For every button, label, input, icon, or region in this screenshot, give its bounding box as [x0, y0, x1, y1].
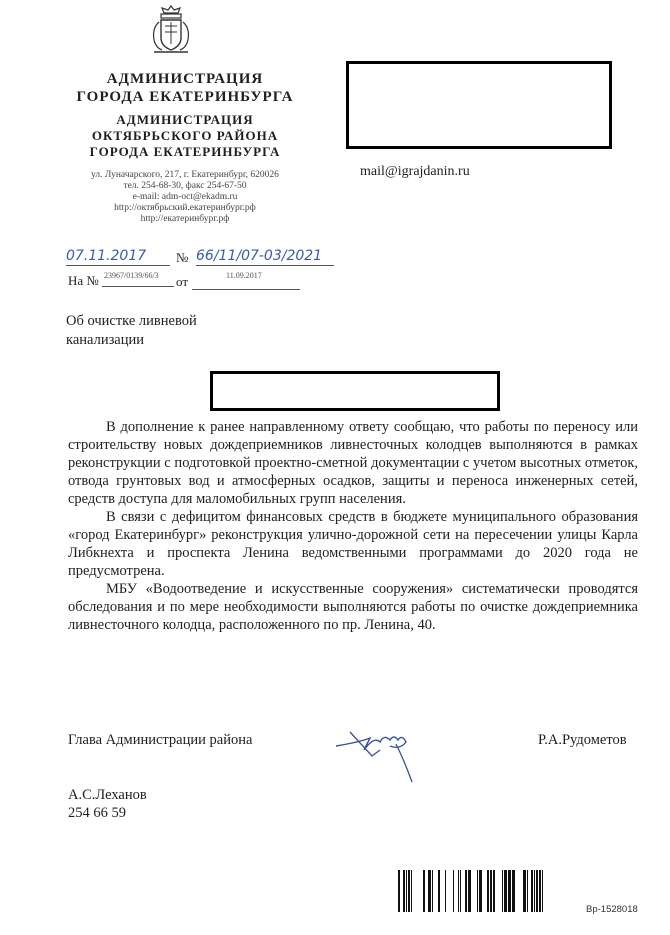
reply-to-number: 23967/0139/66/3 — [104, 271, 159, 280]
signer-name: Р.А.Рудометов — [538, 732, 627, 748]
contact-email: e-mail: adm-oct@ekadm.ru — [132, 192, 238, 202]
body-paragraph: МБУ «Водоотведение и искусственные сооружения» систематически проводятся обследования и по мере необходимости выполняются работы по очистке дождеприемника ливнесточного колодца, расположенного по пр. Ленина, 40. — [68, 581, 638, 633]
body-paragraph: В связи с дефицитом финансовых средств в бюджете муниципального образования «город Екатеринбург» реконструкция улично-дорожной сети на пересечении улицы Карла Либкнехта и проспекта Ленина ведомственными программами до 2020 года не предусмотрена. — [68, 509, 638, 579]
dept-title-line: ГОРОДА ЕКАТЕРИНБУРГА — [89, 144, 281, 159]
document-code: Вр-1528018 — [586, 904, 638, 915]
org-title-line: ГОРОДА ЕКАТЕРИНБУРГА — [76, 89, 294, 105]
body-paragraph: В дополнение к ранее направленному ответу сообщаю, что работы по переносу или строительству новых дождеприемников ливнесточных колодцев выполняются в рамках реконструкции с подготовкой проектно-сметной документации с учетом высотных отметок, отвода грунтовых вод и атмосферных осадков, защиты и переноса инженерных сетей, средств доступа для маломобильных групп населения. — [68, 419, 638, 507]
contact-phone: тел. 254-68-30, факс 254-67-50 — [123, 181, 247, 191]
org-title — [60, 70, 310, 106]
barcode-icon — [398, 870, 544, 912]
dept-title-line: АДМИНИСТРАЦИЯ — [116, 112, 254, 127]
from-label: от — [176, 274, 189, 289]
signer-position: Глава Администрации района — [68, 732, 253, 748]
dept-title-line: ОКТЯБРЬСКОГО РАЙОНА — [91, 128, 279, 143]
executor-phone: 254 66 59 — [68, 805, 126, 821]
redacted-recipient-box — [346, 61, 612, 149]
contact-address: ул. Луначарского, 217, г. Екатеринбург, 620026 — [91, 170, 279, 180]
letter-subject — [66, 312, 286, 350]
registration-number-label: № — [176, 250, 189, 265]
dept-title — [60, 112, 310, 160]
executor-name: А.С.Леханов — [68, 787, 147, 803]
handwritten-signature-icon — [330, 720, 430, 790]
redacted-salutation-box — [210, 371, 500, 411]
reply-to-label: На № — [68, 273, 99, 288]
org-contacts — [60, 170, 310, 225]
from-date: 11.09.2017 — [226, 271, 262, 280]
subject-line: канализации — [66, 332, 145, 348]
recipient-email: mail@igrajdanin.ru — [360, 164, 470, 179]
from-date-underline — [192, 289, 300, 290]
city-emblem-icon — [150, 4, 192, 56]
letter-body — [68, 418, 638, 634]
contact-site: http://екатеринбург.рф — [140, 214, 230, 224]
date-underline — [66, 265, 170, 266]
number-underline — [196, 265, 334, 266]
contact-site: http://октябрьский.екатеринбург.рф — [114, 203, 256, 213]
registration-number: 66/11/07-03/2021 — [196, 248, 323, 264]
reply-number-underline — [102, 286, 174, 287]
org-title-line: АДМИНИСТРАЦИЯ — [106, 71, 264, 87]
subject-line: Об очистке ливневой — [66, 313, 197, 329]
executor-block — [68, 786, 147, 822]
registration-date: 07.11.2017 — [66, 248, 147, 264]
